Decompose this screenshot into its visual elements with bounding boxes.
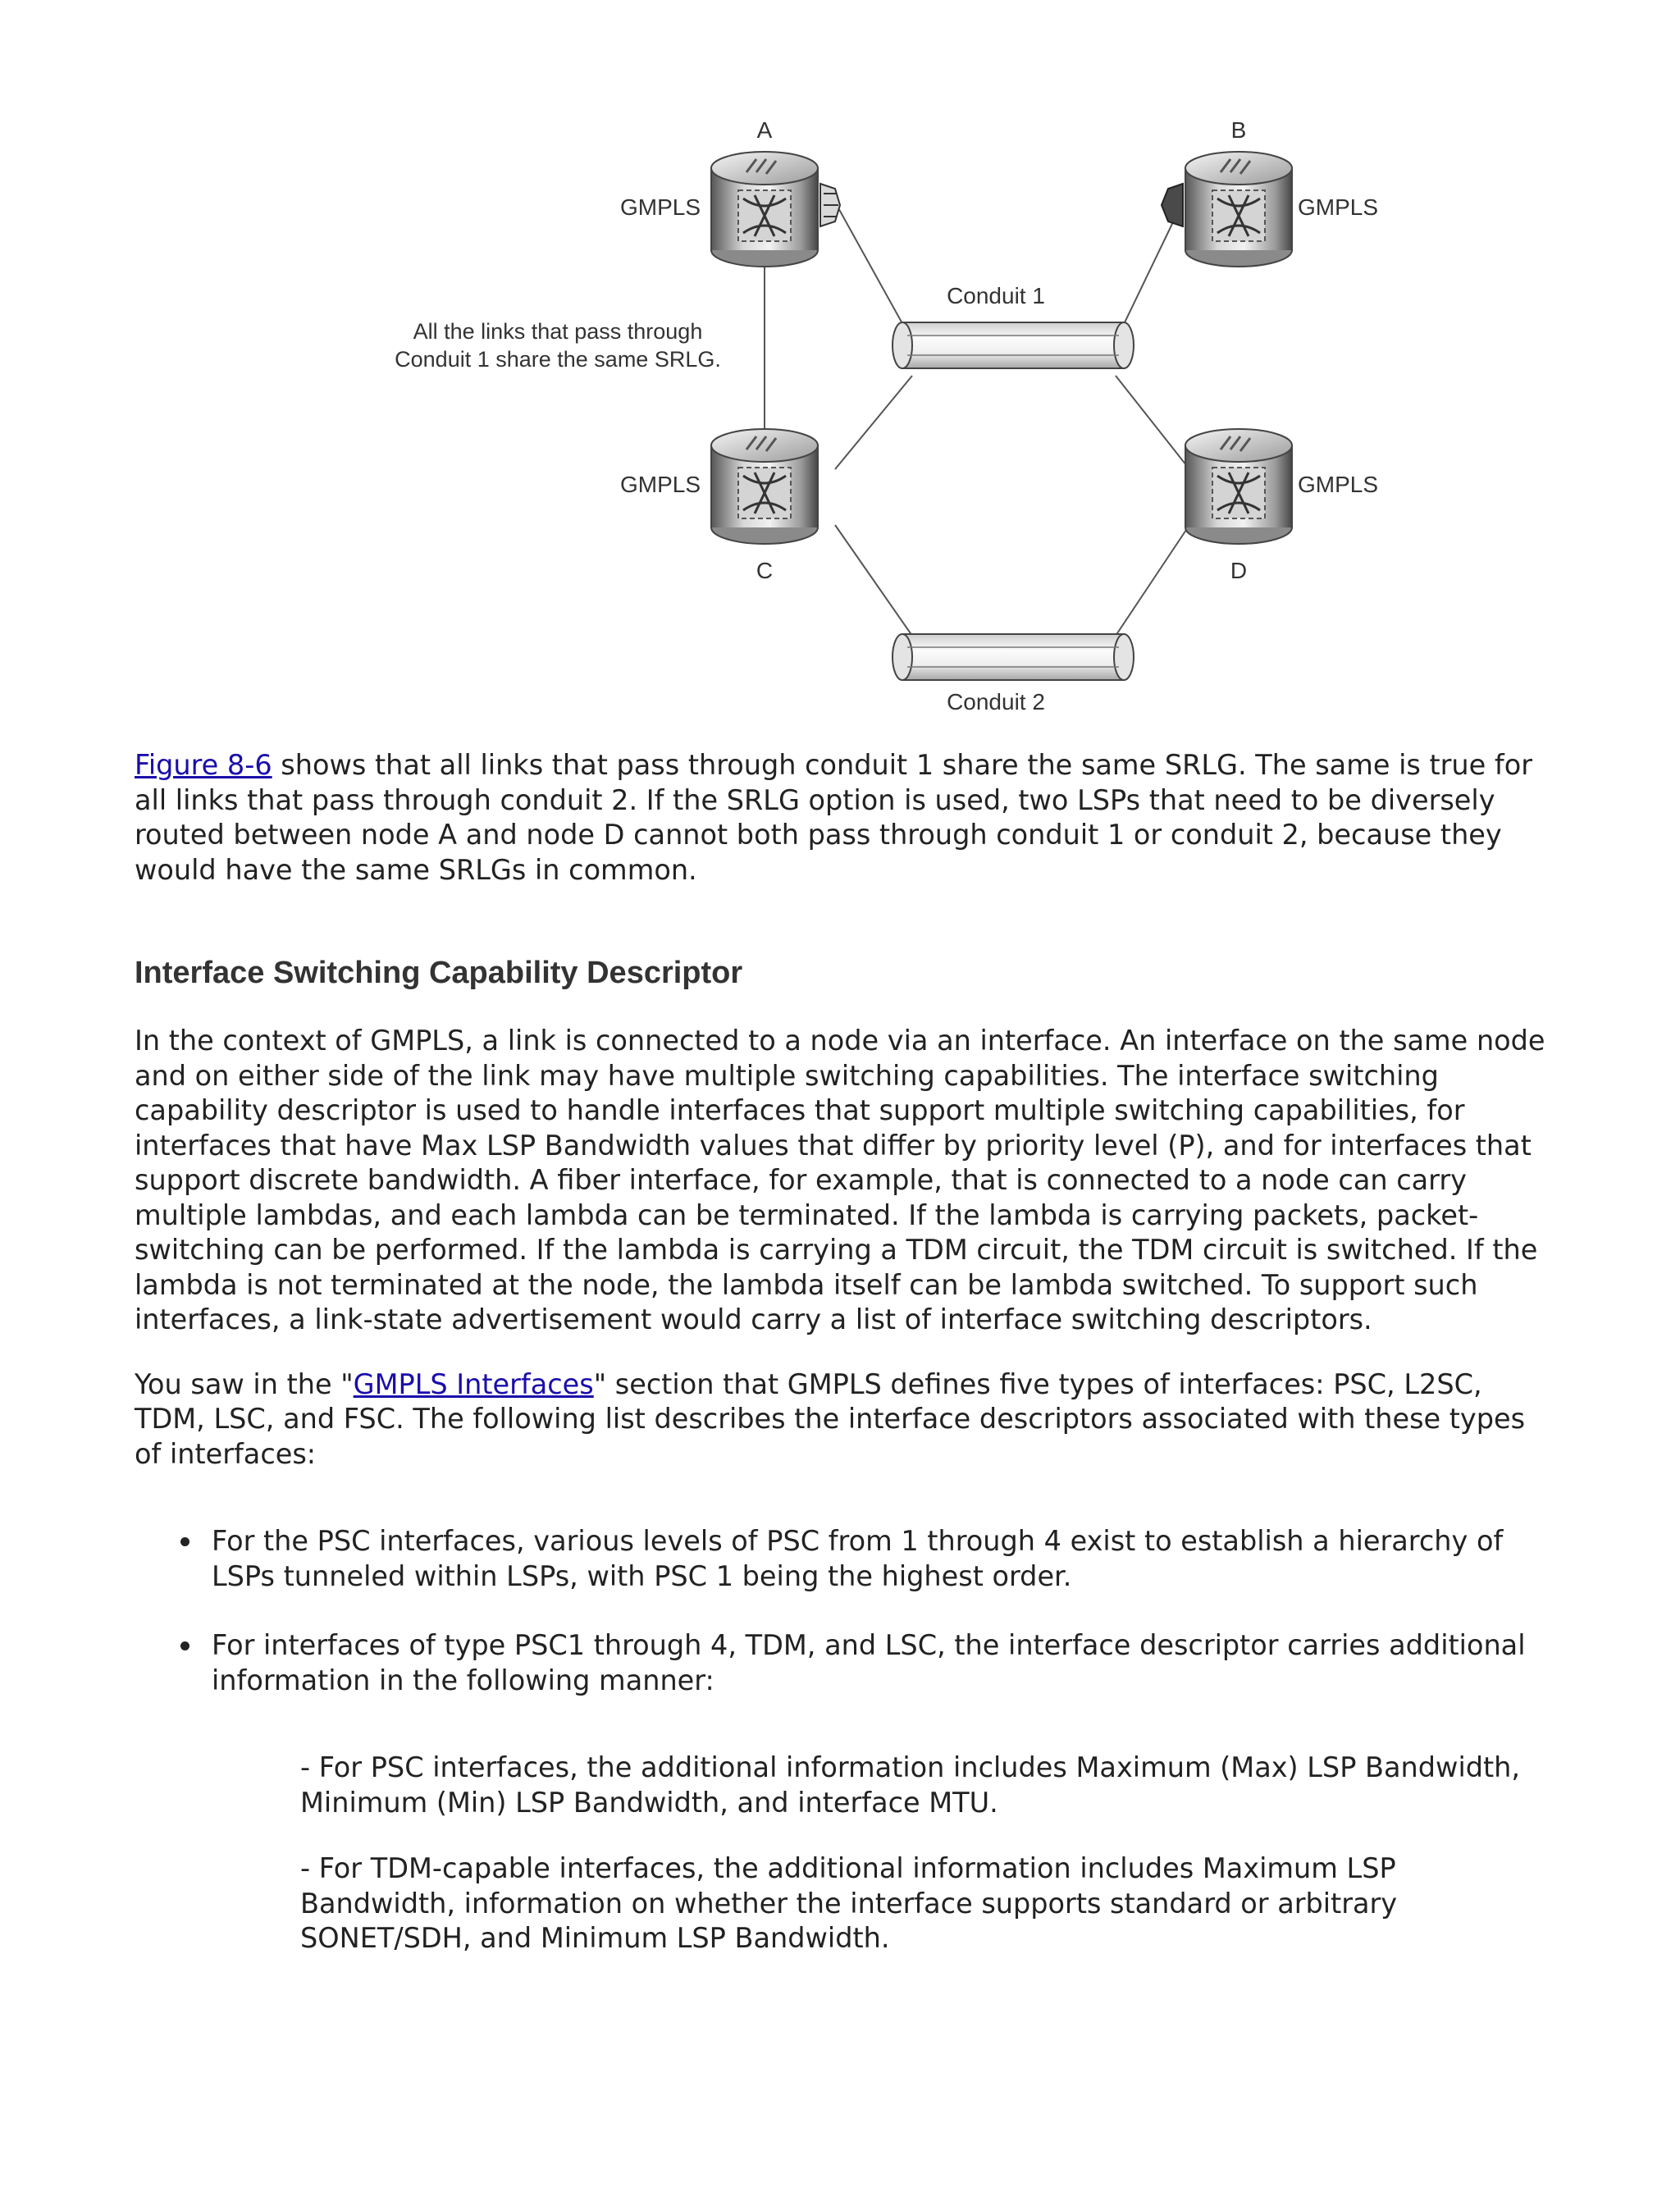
descriptor-list bbox=[135, 1524, 1545, 1698]
router-node-d bbox=[1185, 429, 1292, 544]
bullet-icon bbox=[180, 1537, 189, 1546]
link-a-conduit1 bbox=[837, 205, 912, 341]
list-item-text: For the PSC interfaces, various levels of PSC from 1 through 4 exist to establish a hierarchy of LSPs tunneled within LSPs, with PSC 1 being the highest order. bbox=[212, 1525, 1504, 1592]
figure-description-text: shows that all links that pass through conduit 1 share the same SRLG. The same is true for all links that pass through conduit 2. If the SRLG option is used, two LSPs that need to be diversely routed between node A and node D cannot both pass through conduit 1 or conduit 2, because they would have the same SRLGs in common. bbox=[135, 749, 1532, 886]
link-conduit1-d bbox=[1116, 376, 1189, 469]
interface-context-paragraph: In the context of GMPLS, a link is connected to a node via an interface. An interface on the same node and on either side of the link may have multiple switching capabilities. The interface switching capability descriptor is used to handle interfaces that support multiple switching capabilities, for interfaces that have Max LSP Bandwidth values that differ by priority level (P), and for interfaces that support discrete bandwidth. A fiber interface, for example, that is connected to a node can carry multiple lambdas, and each lambda can be terminated. If the lambda is carrying packets, packet-switching can be performed. If the lambda is carrying a TDM circuit, the TDM circuit is switched. If the lambda is not terminated at the node, the lambda itself can be lambda switched. To support such interfaces, a link-state advertisement would carry a list of interface switching descriptors. bbox=[135, 1025, 1545, 1335]
conduit-2-label: Conduit 2 bbox=[947, 689, 1045, 714]
node-a-label: A bbox=[756, 117, 773, 143]
gmpls-interfaces-link[interactable]: GMPLS Interfaces bbox=[353, 1367, 594, 1400]
figure-8-6-link[interactable]: Figure 8-6 bbox=[135, 749, 272, 781]
conduit-1-label: Conduit 1 bbox=[947, 283, 1045, 308]
sub-list-item: - For TDM-capable interfaces, the additional information includes Maximum LSP Bandwidth, information on whether the interface supports standard or arbitrary SONET/SDH, and Minimum LSP Bandwidth. bbox=[300, 1852, 1398, 1954]
link-conduit1-c bbox=[835, 376, 912, 469]
node-c-protocol-label: GMPLS bbox=[619, 472, 701, 497]
additional-info-list bbox=[135, 1751, 1545, 1956]
router-node-c bbox=[711, 429, 818, 544]
node-c-label: C bbox=[756, 558, 774, 583]
figure-description-paragraph bbox=[135, 748, 1545, 888]
link-d-conduit2 bbox=[1116, 525, 1189, 636]
srlg-conduit-figure bbox=[246, 98, 1477, 730]
bullet-icon bbox=[180, 1641, 189, 1650]
section-heading: Interface Switching Capability Descriptor bbox=[135, 956, 743, 990]
interface-types-paragraph bbox=[135, 1367, 1545, 1472]
node-a-protocol-label: GMPLS bbox=[619, 194, 701, 220]
list-item-text: For interfaces of type PSC1 through 4, TDM, and LSC, the interface descriptor carries additional information in the following manner: bbox=[212, 1629, 1526, 1696]
srlg-annotation-line2: Conduit 1 share the same SRLG. bbox=[395, 347, 721, 372]
interface-types-text-after: " section that GMPLS defines five types of interfaces: PSC, L2SC, TDM, LSC, and FSC. The following list describes the interface descriptors associated with these types of interfaces: bbox=[135, 1367, 1526, 1470]
router-node-a bbox=[711, 152, 840, 267]
node-b-label: B bbox=[1230, 117, 1247, 143]
node-d-protocol-label: GMPLS bbox=[1298, 472, 1379, 497]
link-b-conduit1 bbox=[1116, 205, 1181, 341]
document-body bbox=[135, 748, 1545, 1988]
node-d-label: D bbox=[1230, 558, 1248, 583]
conduit-1 bbox=[892, 322, 1134, 368]
link-c-conduit2 bbox=[835, 525, 912, 636]
list-item bbox=[212, 1524, 1545, 1594]
network-diagram bbox=[246, 98, 1477, 730]
sub-list-item: - For PSC interfaces, the additional information includes Maximum (Max) LSP Bandwidth, Minimum (Min) LSP Bandwidth, and interface MTU. bbox=[300, 1751, 1521, 1819]
interface-types-text-before: You saw in the " bbox=[135, 1367, 354, 1400]
node-b-protocol-label: GMPLS bbox=[1298, 194, 1379, 220]
srlg-annotation-line1: All the links that pass through bbox=[413, 319, 703, 344]
conduit-2 bbox=[892, 634, 1134, 680]
list-item bbox=[212, 1628, 1545, 1698]
router-node-b bbox=[1162, 152, 1292, 267]
